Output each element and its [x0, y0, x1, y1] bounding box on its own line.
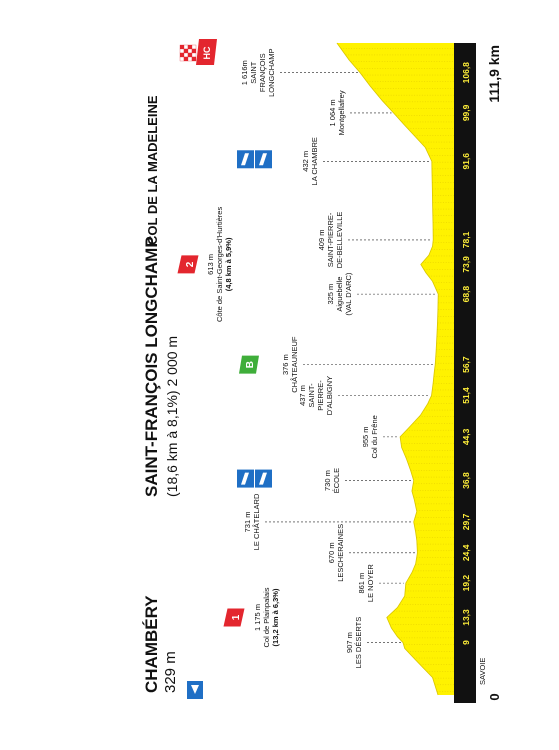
climb-label: Col de Plainpalais: [262, 587, 271, 648]
km-zero-label: 0: [487, 693, 502, 701]
finish-flag-cell: [192, 53, 196, 57]
climb-label-group: [253, 587, 280, 647]
km-mark-73,9: 73,9: [461, 256, 471, 273]
place-label: LE NOYER: [366, 564, 375, 603]
finish-flag-cell: [188, 49, 192, 53]
place-label: 955 m: [361, 426, 370, 448]
finish-flag-cell: [180, 53, 184, 57]
finish-flag-cell: [188, 53, 192, 57]
km-mark-group: [461, 104, 471, 121]
place-label: 1 064 m: [328, 99, 337, 127]
place-label: DE-BELLEVILLE: [335, 211, 344, 269]
place-label: FRANÇOIS: [258, 53, 267, 93]
climb-label: 1 175 m: [253, 603, 262, 632]
bonus-icon: [239, 356, 259, 374]
subtitle-detail: (18,6 km à 8,1%) 2 000 m: [164, 335, 180, 497]
start-altitude: 329 m: [162, 651, 179, 693]
subtitle2-group: [164, 336, 180, 497]
place-label: 325 m: [326, 283, 335, 305]
km-mark-group: [461, 256, 471, 273]
place-label: 731 m: [243, 511, 252, 533]
finish-flag-cell: [184, 57, 188, 61]
place-label: LONGCHAMP: [267, 48, 276, 97]
subtitle: COL DE LA MADELEINE: [145, 95, 160, 245]
finish-flag-cell: [192, 49, 196, 53]
place-group: [240, 49, 276, 97]
km-mark-91,6: 91,6: [461, 153, 471, 170]
finish-flag-cell: [192, 57, 196, 61]
km-mark-106,8: 106,8: [461, 62, 471, 84]
place-label: 409 m: [317, 229, 326, 251]
km-mark-group: [461, 231, 471, 248]
km-mark-36,8: 36,8: [461, 472, 471, 489]
climb-hc-icon: [196, 39, 217, 65]
place-label: Montgellafrey: [337, 90, 346, 136]
place-label: 376 m: [281, 354, 290, 376]
place-group: [328, 90, 346, 135]
km-mark-group: [461, 356, 471, 373]
km-mark-78,1: 78,1: [461, 231, 471, 249]
place-label: LA CHAMBRE: [310, 137, 319, 186]
bonus-label: B: [245, 361, 256, 369]
finish-flag-cell: [188, 45, 192, 49]
region-label: SAVOIE: [478, 657, 487, 685]
finish-title: SAINT-FRANÇOIS LONGCHAMP: [142, 236, 161, 497]
place-group: [301, 137, 319, 185]
finish-flag-cell: [180, 45, 184, 49]
climb-detail: (4,8 km à 5,9%): [224, 237, 233, 292]
km-mark-group: [461, 609, 471, 626]
finish-flag-cell: [188, 57, 192, 61]
km-mark-group: [461, 387, 471, 404]
climb-detail: (13,2 km à 6,3%): [271, 588, 280, 647]
place-label: 730 m: [323, 470, 332, 492]
place-label: LESCHERAINES: [336, 523, 345, 582]
km-mark-29,7: 29,7: [461, 513, 471, 531]
start-name: CHAMBÉRY: [142, 595, 161, 693]
place-label: 861 m: [357, 572, 366, 594]
place-label: 432 m: [301, 150, 310, 172]
hc-label: HC: [202, 46, 212, 60]
finish-flag-cell: [184, 45, 188, 49]
place-label: CHÂTEAUNEUF: [290, 336, 299, 393]
place-label: 1 616m: [240, 60, 249, 86]
place-label: (VAL D'ARC): [344, 272, 353, 316]
km-mark-9: 9: [461, 640, 471, 645]
place-label: 907 m: [345, 632, 354, 653]
finish-flag-cell: [184, 49, 188, 53]
km-mark-group: [461, 428, 471, 445]
finish-title-group: [142, 236, 161, 497]
subtitle-group: [145, 95, 160, 245]
km-mark-group: [461, 640, 471, 645]
km-mark-13,3: 13,3: [461, 609, 471, 626]
place-group: [361, 415, 379, 458]
finish-flag-cell: [180, 49, 184, 53]
km-mark-24,4: 24,4: [461, 544, 471, 562]
region-group: [478, 658, 487, 685]
climb-label: 613 m: [206, 253, 215, 275]
title-group: [142, 595, 179, 693]
profile-area: [313, 43, 454, 695]
climb-cat-1-icon-label: 1: [231, 614, 242, 621]
finish-flag-cell: [192, 45, 196, 49]
climb-label: Côte de Saint-Georges-d'Hurtières: [215, 206, 224, 323]
km-mark-44,3: 44,3: [461, 428, 471, 446]
km-mark-68,8: 68,8: [461, 285, 471, 303]
place-label: Col du Frêne: [370, 415, 379, 459]
start-arrow-icon: [187, 681, 203, 699]
place-group: [326, 272, 353, 316]
place-label: SAINT-: [307, 383, 316, 408]
total-km-label: 111,9 km: [486, 45, 502, 103]
sprint-icon: [237, 150, 272, 168]
sprint-icon: [237, 470, 272, 488]
finish-flag-cell: [184, 53, 188, 57]
climb-label-group: [206, 207, 233, 322]
place-group: [317, 212, 344, 269]
place-group: [243, 493, 261, 550]
place-label: LES DÉSERTS: [354, 616, 363, 669]
finish-flag-icon: [180, 45, 196, 61]
finish-flag-cell: [180, 57, 184, 61]
km-mark-group: [461, 575, 471, 592]
climb-cat-2-icon-label: 2: [185, 261, 196, 268]
place-label: Aiguebelle: [335, 276, 344, 312]
place-group: [357, 564, 375, 603]
place-label: SAINT-PIERRE-: [326, 212, 335, 268]
place-group: [298, 376, 334, 415]
place-label: 437 m: [298, 385, 307, 406]
total-group: [486, 45, 502, 103]
place-label: 670 m: [327, 542, 336, 564]
km-mark-group: [461, 472, 471, 489]
km-mark-56,7: 56,7: [461, 356, 471, 373]
km-mark-group: [461, 544, 471, 561]
climb-cat-2-icon: [178, 255, 199, 273]
zero-group: [487, 693, 502, 700]
place-group: [327, 524, 345, 582]
km-mark-group: [461, 62, 471, 84]
place-label: SAINT: [249, 61, 258, 84]
place-label: PIERRE-: [316, 380, 325, 411]
place-group: [323, 468, 341, 493]
km-mark-19,2: 19,2: [461, 574, 471, 592]
place-group: [281, 336, 299, 393]
km-mark-99,9: 99,9: [461, 104, 471, 122]
place-label: D'ALBIGNY: [325, 375, 334, 416]
place-group: [345, 617, 363, 669]
place-label: LE CHÂTELARD: [252, 493, 261, 551]
km-mark-51,4: 51,4: [461, 387, 471, 404]
km-mark-group: [461, 513, 471, 530]
climb-cat-1-icon: [224, 609, 245, 627]
km-mark-group: [461, 286, 471, 303]
km-mark-group: [461, 153, 471, 170]
place-label: ÉCOLE: [332, 467, 341, 494]
